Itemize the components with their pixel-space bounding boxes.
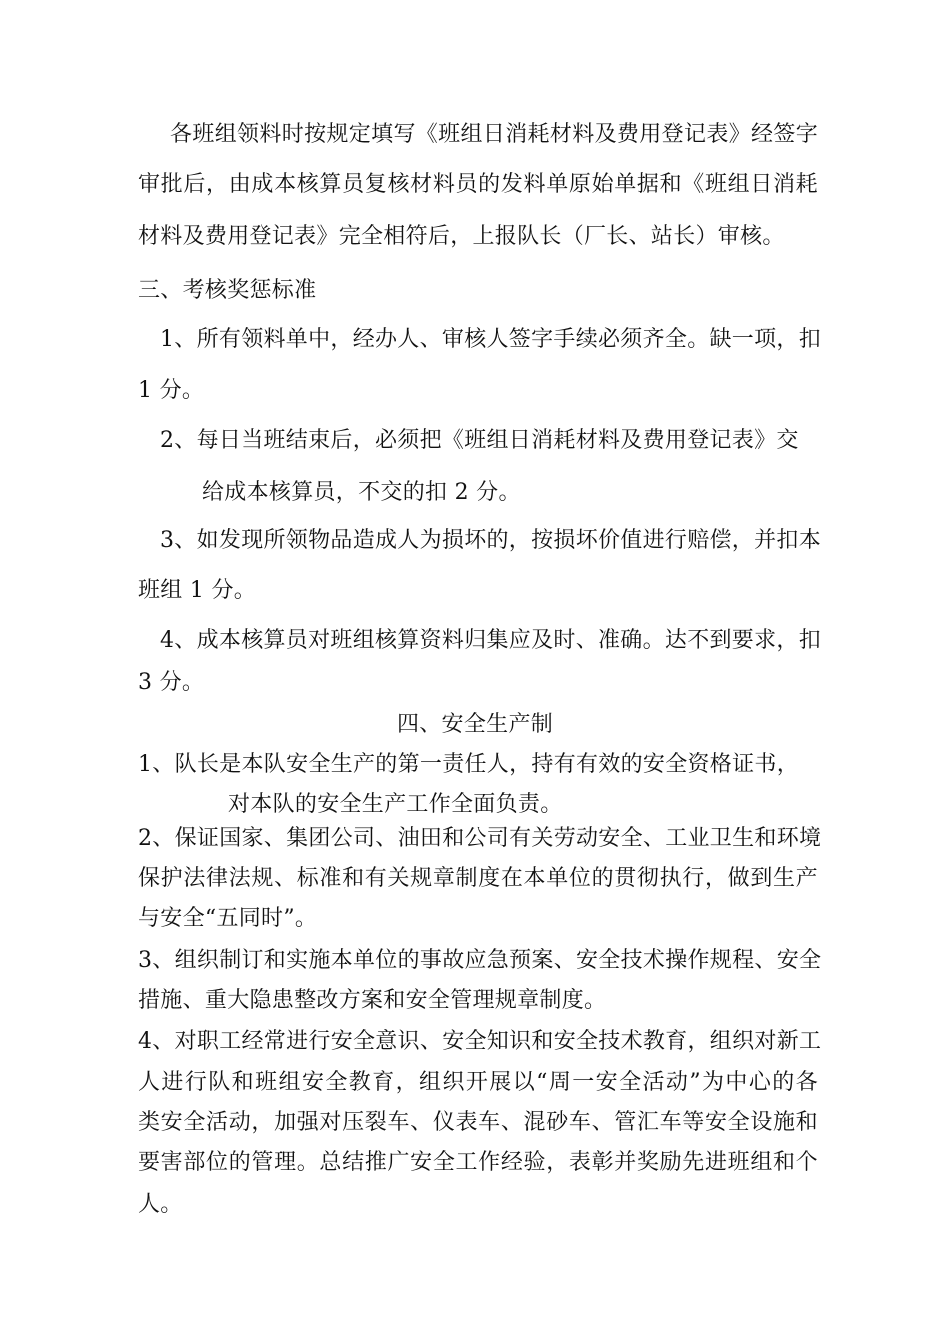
list-item-line: 1、队长是本队安全生产的第一责任人，持有有效的安全资格证书， xyxy=(138,752,799,777)
list-item-line: 2、保证国家、集团公司、油田和公司有关劳动安全、工业卫生和环境 xyxy=(138,826,822,851)
list-item-line: 1 分。 xyxy=(138,378,205,403)
list-item-line: 保护法律法规、标准和有关规章制度在本单位的贯彻执行，做到生产 xyxy=(138,866,818,891)
list-item-line: 4、对职工经常进行安全意识、安全知识和安全技术教育，组织对新工 xyxy=(138,1029,822,1054)
list-item-line: 类安全活动，加强对压裂车、仪表车、混砂车、管汇车等安全设施和 xyxy=(138,1110,818,1135)
section-heading: 三、考核奖惩标准 xyxy=(138,278,317,303)
list-item-line: 2、每日当班结束后，必须把《班组日消耗材料及费用登记表》交 xyxy=(160,428,799,453)
list-item-line: 给成本核算员，不交的扣 2 分。 xyxy=(202,480,521,505)
list-item-line: 对本队的安全生产工作全面负责。 xyxy=(228,792,563,817)
list-item-line: 3、组织制订和实施本单位的事故应急预案、安全技术操作规程、安全 xyxy=(138,948,822,973)
list-item-line: 与安全“五同时”。 xyxy=(138,906,318,931)
list-item-line: 要害部位的管理。总结推广安全工作经验，表彰并奖励先进班组和个 xyxy=(138,1150,818,1175)
list-item-line: 3、如发现所领物品造成人为损坏的，按损坏价值进行赔偿，并扣本 xyxy=(160,528,821,553)
list-item-line: 人进行队和班组安全教育，组织开展以“周一安全活动”为中心的各 xyxy=(138,1070,818,1095)
list-item-line: 4、成本核算员对班组核算资料归集应及时、准确。达不到要求，扣 xyxy=(160,628,821,653)
list-item-line: 1、所有领料单中，经办人、审核人签字手续必须齐全。缺一项，扣 xyxy=(160,327,821,352)
paragraph-line: 材料及费用登记表》完全相符后，上报队长（厂长、站长）审核。 xyxy=(138,224,785,249)
paragraph-line: 各班组领料时按规定填写《班组日消耗材料及费用登记表》经签字 xyxy=(170,122,818,147)
list-item-line: 班组 1 分。 xyxy=(138,578,257,603)
list-item-line: 人。 xyxy=(138,1192,183,1217)
section-heading: 四、安全生产制 xyxy=(396,712,554,737)
list-item-line: 措施、重大隐患整改方案和安全管理规章制度。 xyxy=(138,988,607,1013)
paragraph-line: 审批后，由成本核算员复核材料员的发料单原始单据和《班组日消耗 xyxy=(138,172,818,197)
list-item-line: 3 分。 xyxy=(138,670,205,695)
